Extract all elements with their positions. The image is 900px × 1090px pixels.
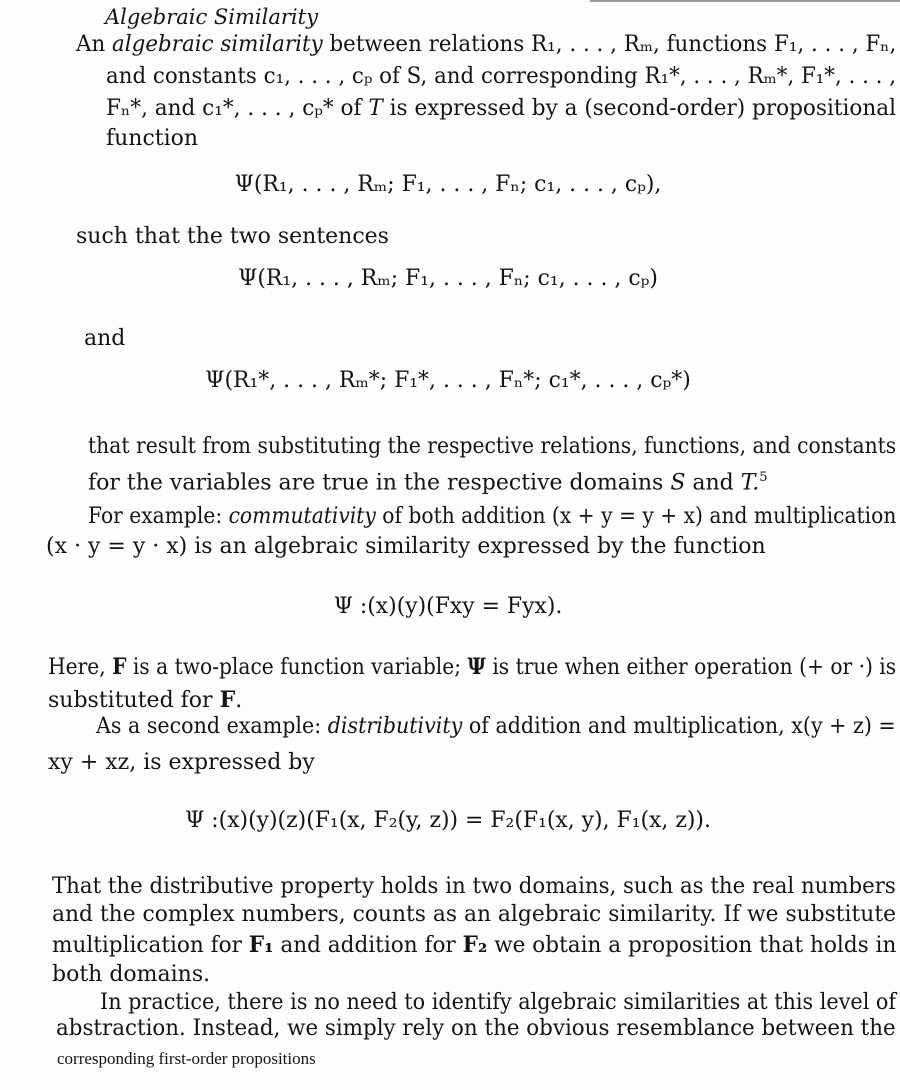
text-line: and xyxy=(84,326,126,351)
formula-psi-bold: Ψ(R₁, . . . , Rₘ; F₁, . . . , Fₙ; c₁, . . . , cₚ), xyxy=(234,172,662,197)
formula-psi-starred: Ψ(R₁*, . . . , Rₘ*; F₁*, . . . , Fₙ*; c₁*, . . . , cₚ*) xyxy=(205,368,691,393)
text-line: substituted for F. xyxy=(48,687,243,713)
text-line: that result from substituting the respective relations, functions, and constants xyxy=(88,434,897,459)
text-line: abstraction. Instead, we simply rely on the obvious resemblance between the xyxy=(56,1016,896,1041)
text-line: and the complex numbers, counts as an algebraic similarity. If we substitute xyxy=(52,902,896,927)
text-line: for the variables are true in the respective domains S and T.$^5$ xyxy=(88,470,768,496)
text-line: function xyxy=(106,126,199,151)
text-line: xy + xz, is expressed by xyxy=(48,750,315,775)
text-line: multiplication for F₁ and addition for F₂ we obtain a proposition that holds in xyxy=(52,932,897,958)
text-line: That the distributive property holds in two domains, such as the real numbers xyxy=(52,874,896,899)
text-line: such that the two sentences xyxy=(76,224,389,249)
text-line: and constants c₁, . . . , cₚ of S, and corresponding R₁*, . . . , Rₘ*, F₁*, . . . , xyxy=(106,64,896,89)
text-line: For example: commutativity of both addition (x + y = y + x) and multiplication xyxy=(88,504,897,529)
footer-caption: corresponding first-order propositions xyxy=(57,1049,316,1068)
text-line: both domains. xyxy=(52,962,211,987)
text-line: Here, F is a two-place function variable; Ψ is true when either operation (+ or ·) is xyxy=(48,654,897,680)
footnote-marker: 5 xyxy=(759,470,768,485)
text-line: Fₙ*, and c₁*, . . . , cₚ* of T is expressed by a (second-order) propositional xyxy=(106,96,897,121)
text-line: An algebraic similarity between relations R₁, . . . , Rₘ, functions F₁, . . . , Fₙ, xyxy=(76,32,897,57)
text-line: In practice, there is no need to identify algebraic similarities at this level of xyxy=(100,990,897,1015)
formula-distributivity: Ψ :(x)(y)(z)(F₁(x, F₂(y, z)) = F₂(F₁(x, y), F₁(x, z)). xyxy=(185,808,711,833)
text-line: As a second example: distributivity of addition and multiplication, x(y + z) = xyxy=(96,714,896,739)
formula-psi-original: Ψ(R₁, . . . , Rₘ; F₁, . . . , Fₙ; c₁, . . . , cₚ) xyxy=(238,266,658,291)
formula-commutativity: Ψ :(x)(y)(Fxy = Fyx). xyxy=(333,594,563,619)
page-top-edge xyxy=(590,0,900,2)
section-title: Algebraic Similarity xyxy=(105,5,318,29)
text-line: (x · y = y · x) is an algebraic similarity expressed by the function xyxy=(46,534,766,559)
